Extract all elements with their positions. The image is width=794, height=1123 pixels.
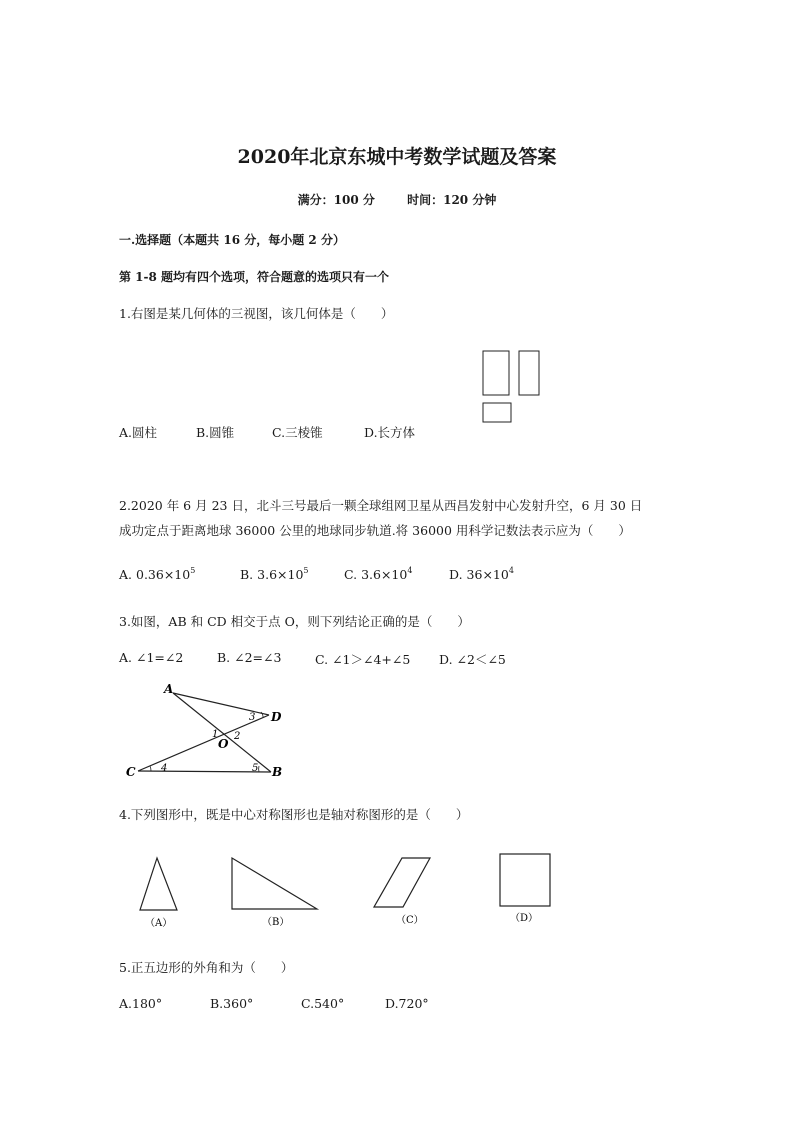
segment-ab bbox=[173, 693, 271, 772]
parallelogram-shape bbox=[374, 858, 430, 907]
option-a[interactable]: A.圆柱 bbox=[119, 425, 158, 440]
exam-meta bbox=[0, 191, 794, 208]
question-2-line-2: 成功定点于距离地球 36000 公里的地球同步轨道.将 36000 用科学记数法表示应为（ ） bbox=[119, 523, 631, 538]
figure-b-caption: （B） bbox=[262, 917, 290, 928]
question-4-text: 4.下列图形中，既是中心对称图形也是轴对称图形的是（ ） bbox=[119, 807, 469, 822]
option-b[interactable]: B.360° bbox=[210, 996, 254, 1011]
section-heading: 一.选择题（本题共 16 分，每小题 2 分） bbox=[119, 233, 345, 247]
angle-5-label: 5 bbox=[252, 763, 259, 774]
square-shape bbox=[500, 854, 550, 906]
front-view bbox=[483, 351, 509, 395]
score-info: 满分：100 分 bbox=[297, 193, 375, 207]
segment-cd bbox=[138, 715, 269, 771]
option-b[interactable]: B. ∠2=∠3 bbox=[217, 650, 282, 665]
question-1-text: 1.右图是某几何体的三视图，该几何体是（ ） bbox=[119, 306, 394, 321]
option-a[interactable]: A. $0.36\times 10^5$ bbox=[119, 566, 196, 582]
option-d[interactable]: D.720° bbox=[385, 996, 429, 1011]
question-3-text: 3.如图，AB 和 CD 相交于点 O，则下列结论正确的是（ ） bbox=[119, 614, 470, 629]
angle-2-label: 2 bbox=[234, 731, 241, 742]
question-3-options bbox=[119, 650, 539, 668]
option-b[interactable]: B. $3.6\times 10^5$ bbox=[240, 566, 309, 582]
question-2-line-1: 2.2020 年 6 月 23 日，北斗三号最后一颗全球组网卫星从西昌发射中心发射升空，6 月 30 日 bbox=[119, 498, 643, 513]
point-o-label: O bbox=[218, 737, 229, 751]
question-3-figure bbox=[120, 680, 300, 780]
point-b-label: B bbox=[272, 765, 283, 779]
figure-c-caption: （C） bbox=[396, 915, 424, 926]
option-c[interactable]: C. $3.6\times 10^4$ bbox=[344, 566, 413, 582]
angle-1-label: 1 bbox=[212, 729, 219, 740]
option-d[interactable]: D. $36\times 10^4$ bbox=[449, 566, 514, 582]
section-instruction: 第 1-8 题均有四个选项，符合题意的选项只有一个 bbox=[119, 270, 390, 284]
angle-3-label: 3 bbox=[249, 712, 256, 723]
option-d[interactable]: D. ∠2＜∠5 bbox=[439, 652, 506, 667]
question-1-options bbox=[119, 423, 519, 441]
figure-a-caption: （A） bbox=[145, 918, 173, 929]
point-c-label: C bbox=[126, 765, 136, 779]
question-5-text: 5.正五边形的外角和为（ ） bbox=[119, 960, 294, 975]
time-info: 时间：120 分钟 bbox=[407, 193, 497, 207]
option-a[interactable]: A.180° bbox=[119, 996, 163, 1011]
question-1-three-views bbox=[482, 350, 542, 426]
option-b[interactable]: B.圆锥 bbox=[196, 425, 235, 440]
point-d-label: D bbox=[271, 710, 282, 724]
point-a-label: A bbox=[164, 682, 174, 696]
option-d[interactable]: D.长方体 bbox=[364, 425, 416, 440]
option-a[interactable]: A. ∠1=∠2 bbox=[119, 650, 184, 665]
question-4-figures bbox=[130, 850, 560, 932]
isosceles-triangle-shape bbox=[140, 858, 177, 910]
question-5-options bbox=[119, 996, 479, 1014]
right-triangle-shape bbox=[232, 858, 317, 909]
angle-4-label: 4 bbox=[161, 763, 168, 774]
figure-d-caption: （D） bbox=[510, 913, 539, 924]
question-2-options bbox=[119, 566, 539, 586]
page-title: 2020年北京东城中考数学试题及答案 bbox=[237, 146, 557, 168]
option-c[interactable]: C.三棱锥 bbox=[272, 425, 323, 440]
option-c[interactable]: C. ∠1＞∠4+∠5 bbox=[315, 652, 411, 667]
option-c[interactable]: C.540° bbox=[301, 996, 345, 1011]
side-view bbox=[519, 351, 539, 395]
top-view bbox=[483, 403, 511, 422]
